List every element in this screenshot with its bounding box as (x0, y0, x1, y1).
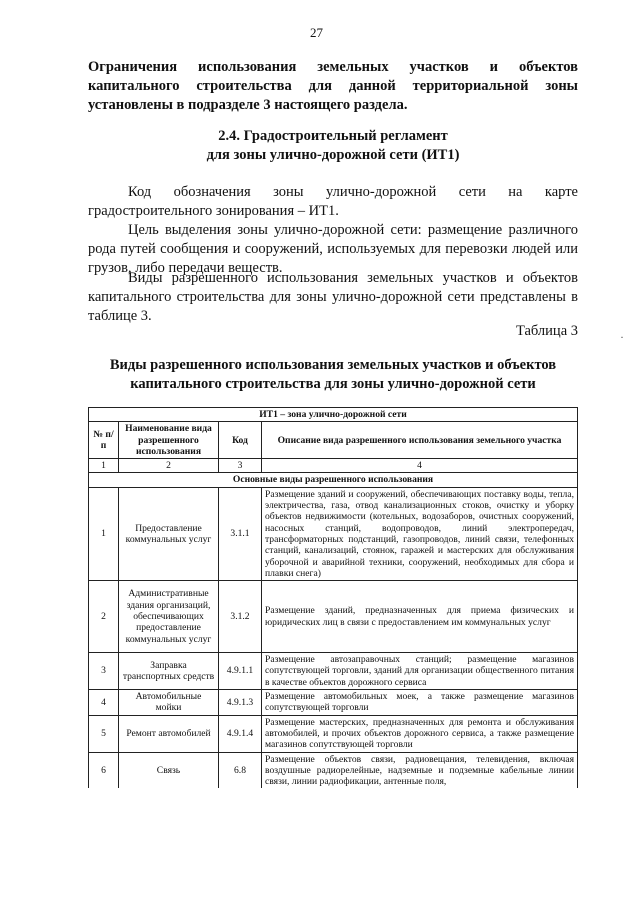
margin-mark: · (620, 330, 624, 344)
row-code: 6.8 (219, 752, 262, 788)
table-title-line1: Виды разрешенного использования земельных участков и объектов (109, 357, 557, 373)
col-number-4: 4 (262, 459, 578, 473)
group-header-row (89, 473, 578, 487)
row-description: Размещение мастерских, предназначенных для ремонта и обслуживания автомобилей, и прочих объектов дорожного сервиса, а также размещение магазинов сопутствующей торговли (262, 715, 578, 752)
section-heading-line2: для зоны улично-дорожной сети (ИТ1) (206, 147, 460, 163)
col-number-3: 3 (219, 459, 262, 473)
row-number: 5 (89, 715, 119, 752)
row-name: Автомобильные мойки (119, 690, 219, 716)
table-row (89, 690, 578, 716)
row-number: 2 (89, 581, 119, 653)
column-number-row (89, 459, 578, 473)
row-name: Ремонт автомобилей (119, 715, 219, 752)
col-number-1: 1 (89, 459, 119, 473)
zone-header: ИТ1 – зона улично-дорожной сети (89, 408, 578, 422)
row-name: Связь (119, 752, 219, 788)
row-description: Размещение автозаправочных станций; размещение магазинов сопутствующей торговли, зданий для организации общественного питания в качестве объектов дорожного сервиса (262, 653, 578, 690)
row-code: 4.9.1.4 (219, 715, 262, 752)
table-row (89, 487, 578, 580)
row-name: Предоставление коммунальных услуг (119, 487, 219, 580)
row-name: Заправка транспортных средств (119, 653, 219, 690)
row-code: 3.1.1 (219, 487, 262, 580)
col-number-2: 2 (119, 459, 219, 473)
table-row (89, 653, 578, 690)
permitted-uses-paragraph: Виды разрешенного использования земельных участков и объектов капитального строительства для зоны улично-дорожной сети представлены в таблице 3. (88, 270, 578, 324)
row-description: Размещение объектов связи, радиовещания, телевидения, включая воздушные радиорелейные, надземные и подземные кабельные линии связи, линии радиофикации, антенные поля, (262, 752, 578, 788)
zone-header-row (89, 408, 578, 422)
section-heading-line1: 2.4. Градостроительный регламент (218, 128, 448, 144)
col-header-name: Наименование вида разрешенного использования (119, 422, 219, 459)
section-heading (88, 127, 578, 165)
permitted-uses-table (88, 407, 578, 788)
row-code: 3.1.2 (219, 581, 262, 653)
table-title (88, 356, 578, 394)
group-header: Основные виды разрешенного использования (89, 473, 578, 487)
row-description: Размещение зданий, предназначенных для приема физических и юридических лиц в связи с предоставлением им коммунальных услуг (262, 581, 578, 653)
row-number: 1 (89, 487, 119, 580)
row-code: 4.9.1.3 (219, 690, 262, 716)
table-row (89, 715, 578, 752)
col-header-number: № п/п (89, 422, 119, 459)
table-label: Таблица 3 (515, 323, 578, 339)
restrictions-paragraph: Ограничения использования земельных участков и объектов капитального строительства для данной территориальной зоны установлены в подразделе 3 настоящего раздела. (88, 59, 578, 113)
table-row (89, 752, 578, 788)
table-title-line2: капитального строительства для зоны улично-дорожной сети (130, 376, 536, 392)
row-number: 4 (89, 690, 119, 716)
zone-code-paragraph: Код обозначения зоны улично-дорожной сети на карте градостроительного зонирования – ИТ1. (88, 184, 578, 219)
row-number: 3 (89, 653, 119, 690)
row-number: 6 (89, 752, 119, 788)
row-name: Административные здания организаций, обеспечивающих предоставление коммунальных услуг (119, 581, 219, 653)
table-row (89, 581, 578, 653)
page-number: 27 (310, 25, 323, 40)
row-description: Размещение автомобильных моек, а также размещение магазинов сопутствующей торговли (262, 690, 578, 716)
col-header-description: Описание вида разрешенного использования земельного участка (262, 422, 578, 459)
row-code: 4.9.1.1 (219, 653, 262, 690)
col-header-code: Код (219, 422, 262, 459)
row-description: Размещение зданий и сооружений, обеспечивающих поставку воды, тепла, электричества, газа, отвод канализационных стоков, очистку и уборку объектов недвижимости (котельных, водозаборов, очистных сооружений, насосных станций, водопроводов, линий электропередач, трансформаторных подстанций, газопроводов, линий связи, телефонных станций, канализаций, стоянок, гаражей и мастерских для обслуживания уборочной и аварийной техники, сооружений, необходимых для сбора и плавки снега) (262, 487, 578, 580)
column-header-row (89, 422, 578, 459)
zone-purpose-paragraph: Цель выделения зоны улично-дорожной сети: размещение различного рода путей сообщения и сооружений, используемых для перевозки людей или грузов, либо передачи веществ. (88, 222, 578, 276)
